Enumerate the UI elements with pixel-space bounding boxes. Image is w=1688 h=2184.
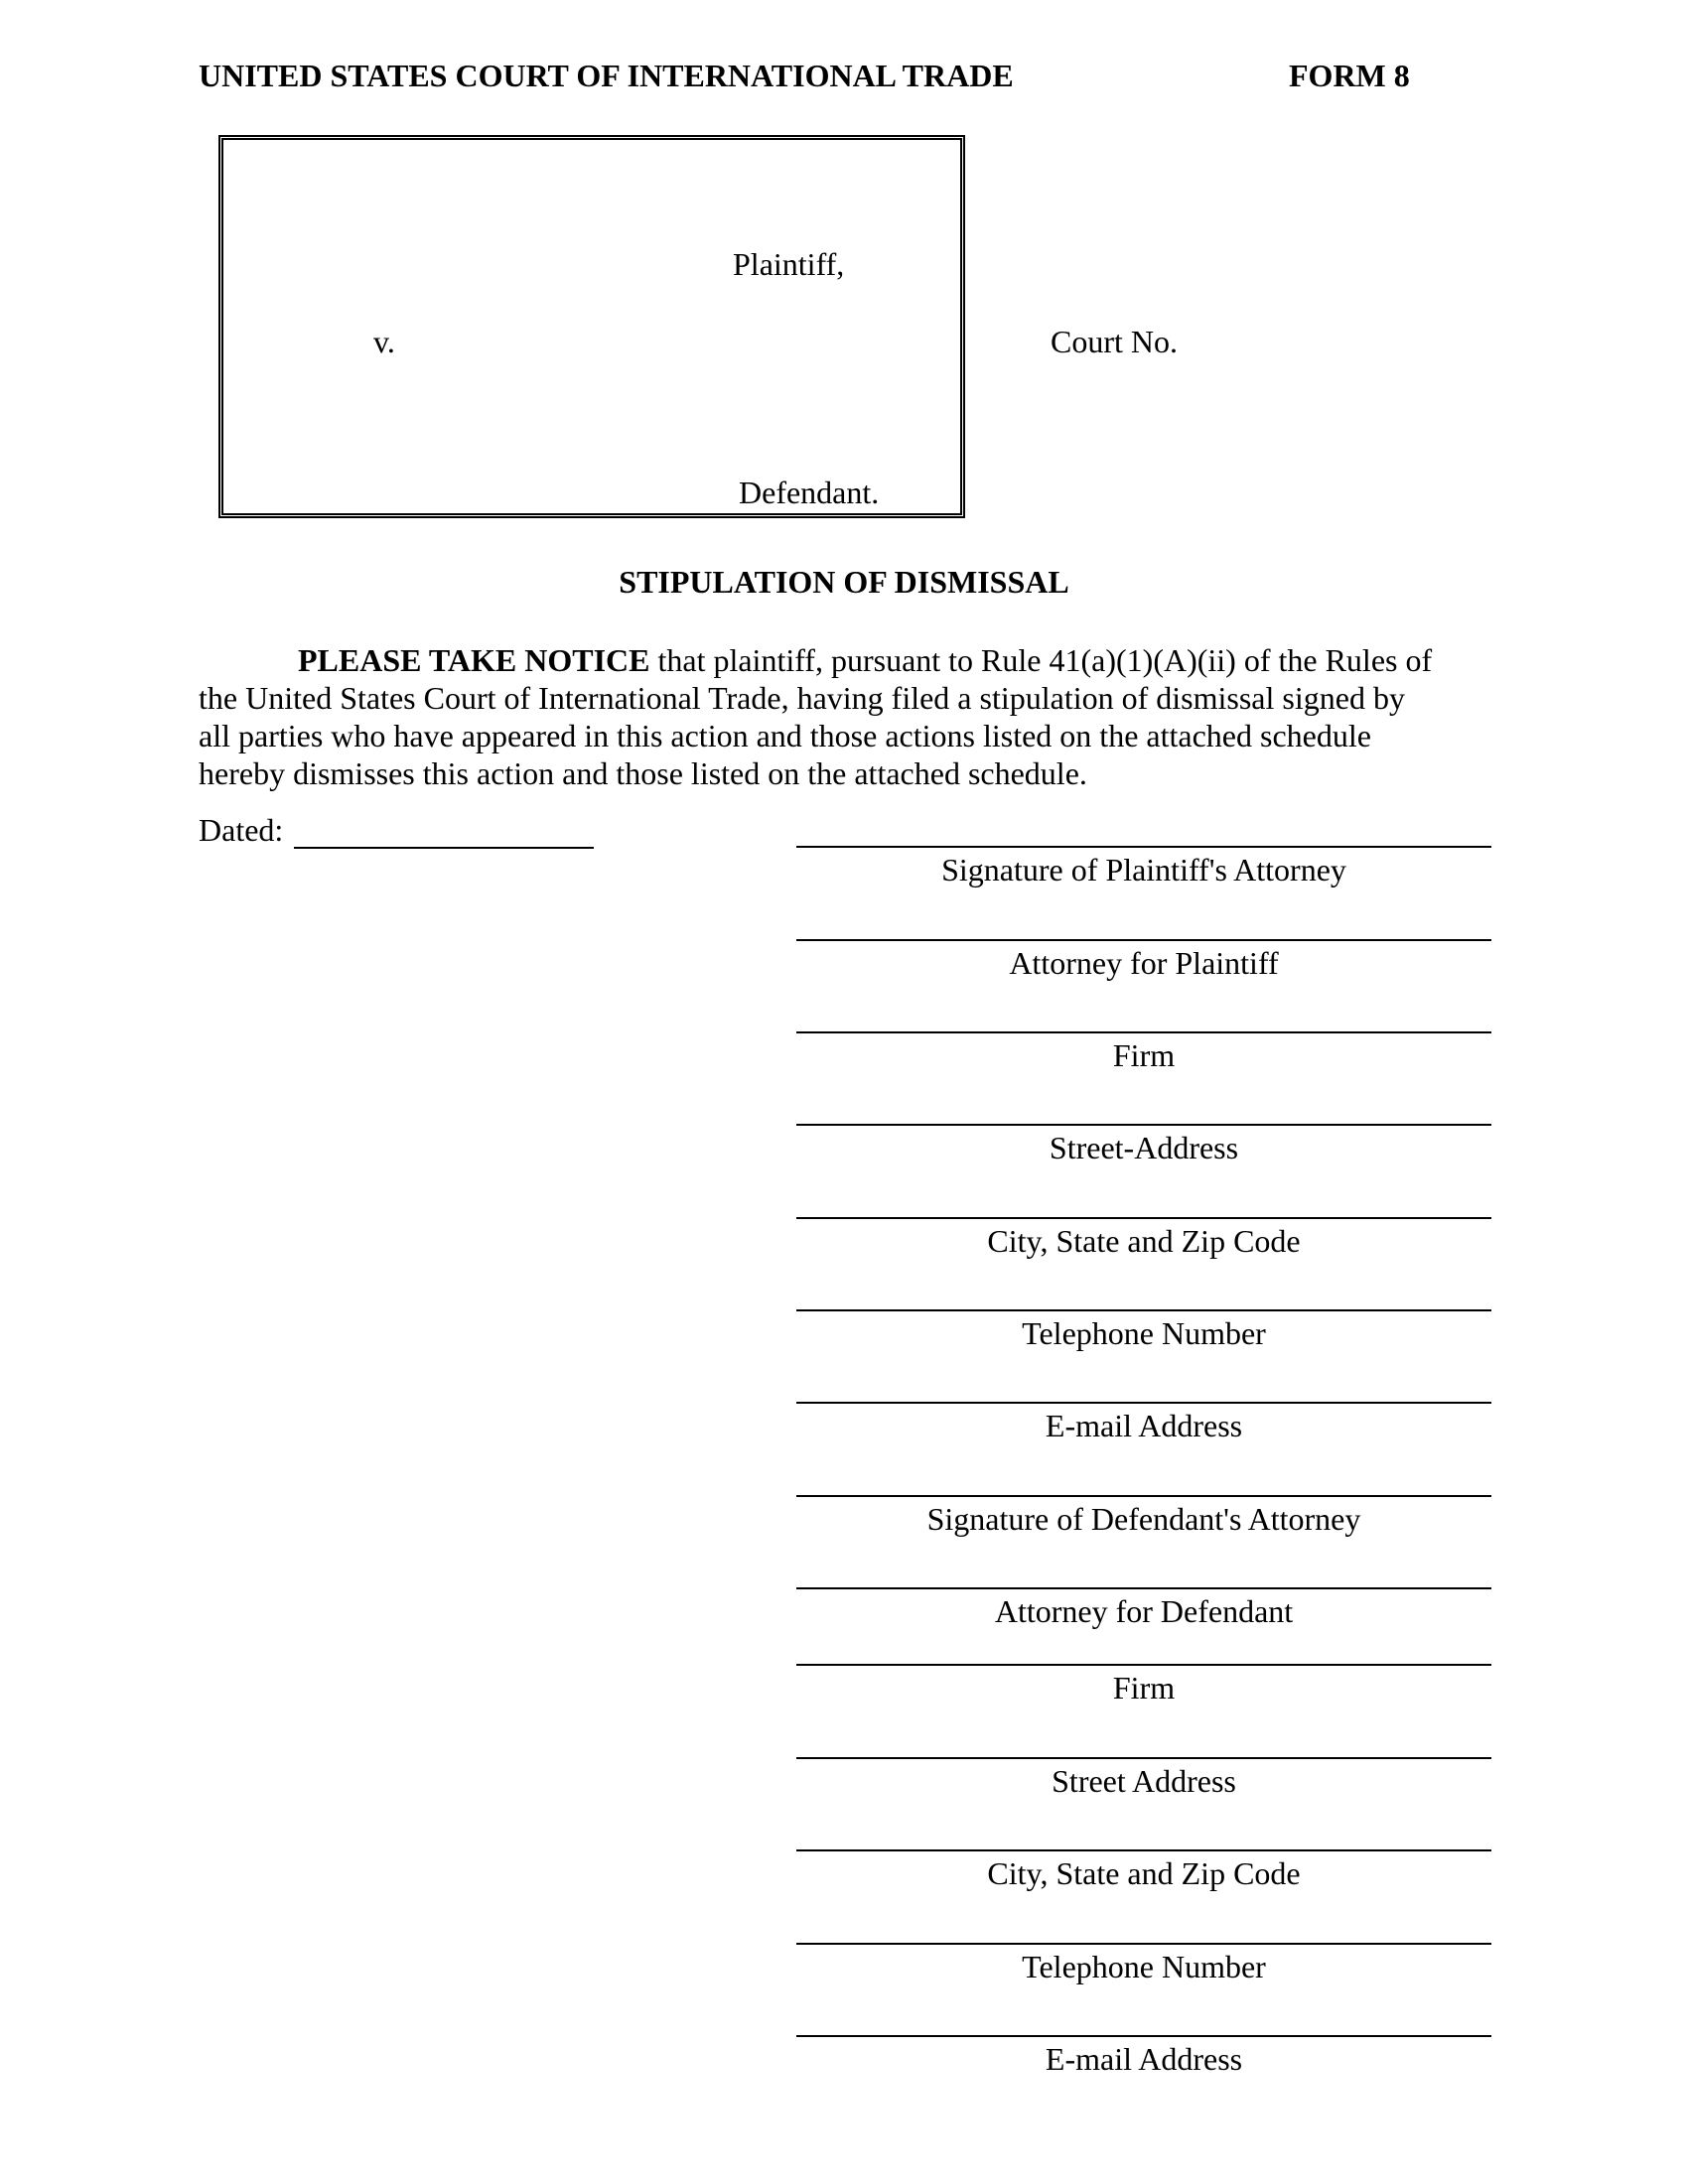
signature-field-label: City, State and Zip Code — [987, 1855, 1301, 1891]
notice-line-2: the United States Court of International Trade, having filed a stipulation of dismissal signed by — [199, 680, 1405, 716]
signature-field-defendant-attorney[interactable] — [796, 1587, 1491, 1630]
signature-line — [796, 1217, 1491, 1219]
signature-field-defendant-city[interactable] — [796, 1849, 1491, 1892]
signature-line — [796, 1943, 1491, 1945]
signature-field-plaintiff-phone[interactable] — [796, 1309, 1491, 1352]
signature-field-label: Attorney for Plaintiff — [1009, 945, 1279, 981]
signature-field-label: Attorney for Defendant — [994, 1593, 1294, 1629]
form-number: FORM 8 — [1289, 58, 1410, 93]
signature-field-label: Signature of Defendant's Attorney — [926, 1501, 1361, 1537]
defendant-label: Defendant. — [739, 475, 880, 510]
plaintiff-label: Plaintiff, — [733, 246, 845, 282]
signature-field-label: E-mail Address — [1045, 2041, 1243, 2077]
court-no-label: Court No. — [1051, 324, 1178, 359]
signature-field-defendant-signature[interactable] — [796, 1495, 1491, 1538]
signature-field-plaintiff-firm[interactable] — [796, 1031, 1491, 1074]
signature-line — [796, 1402, 1491, 1404]
notice-paragraph — [199, 641, 1489, 792]
dated-label: Dated: — [199, 812, 284, 848]
signature-field-label: City, State and Zip Code — [987, 1223, 1301, 1259]
signature-line — [796, 2035, 1491, 2037]
signature-field-label: Street-Address — [1049, 1130, 1239, 1165]
signature-field-label: Street Address — [1052, 1763, 1236, 1799]
notice-lead: PLEASE TAKE NOTICE — [298, 642, 650, 678]
signature-field-label: E-mail Address — [1045, 1408, 1243, 1443]
notice-line-3: all parties who have appeared in this action and those actions listed on the attached schedule — [199, 718, 1371, 753]
signature-field-label: Firm — [1112, 1670, 1176, 1706]
signature-field-defendant-firm[interactable] — [796, 1664, 1491, 1706]
signature-line — [796, 1757, 1491, 1759]
signature-line — [796, 939, 1491, 941]
dated-blank-line[interactable] — [294, 847, 594, 849]
document-title: STIPULATION OF DISMISSAL — [619, 564, 1069, 600]
signature-field-defendant-phone[interactable] — [796, 1943, 1491, 1985]
signature-line — [796, 846, 1491, 848]
signature-field-defendant-street[interactable] — [796, 1757, 1491, 1800]
signature-field-plaintiff-signature[interactable] — [796, 846, 1491, 888]
signature-field-plaintiff-attorney[interactable] — [796, 939, 1491, 982]
notice-line-4: hereby dismisses this action and those listed on the attached schedule. — [199, 755, 1087, 791]
signature-line — [796, 1587, 1491, 1589]
court-name-heading: UNITED STATES COURT OF INTERNATIONAL TRADE — [199, 58, 1014, 93]
signature-line — [796, 1031, 1491, 1033]
signature-field-label: Firm — [1112, 1037, 1176, 1073]
signature-field-label: Telephone Number — [1022, 1949, 1266, 1984]
signature-line — [796, 1309, 1491, 1311]
notice-line-1: that plaintiff, pursuant to Rule 41(a)(1)(A)(ii) of the Rules of — [649, 642, 1433, 678]
signature-line — [796, 1664, 1491, 1666]
signature-line — [796, 1495, 1491, 1497]
signature-field-defendant-email[interactable] — [796, 2035, 1491, 2078]
signature-field-plaintiff-email[interactable] — [796, 1402, 1491, 1444]
signature-field-label: Telephone Number — [1022, 1315, 1266, 1351]
case-caption-box — [218, 135, 965, 518]
signature-field-plaintiff-street[interactable] — [796, 1124, 1491, 1166]
signature-field-label: Signature of Plaintiff's Attorney — [941, 852, 1346, 887]
versus-label: v. — [373, 324, 395, 359]
signature-line — [796, 1849, 1491, 1851]
signature-field-plaintiff-city[interactable] — [796, 1217, 1491, 1260]
signature-line — [796, 1124, 1491, 1126]
